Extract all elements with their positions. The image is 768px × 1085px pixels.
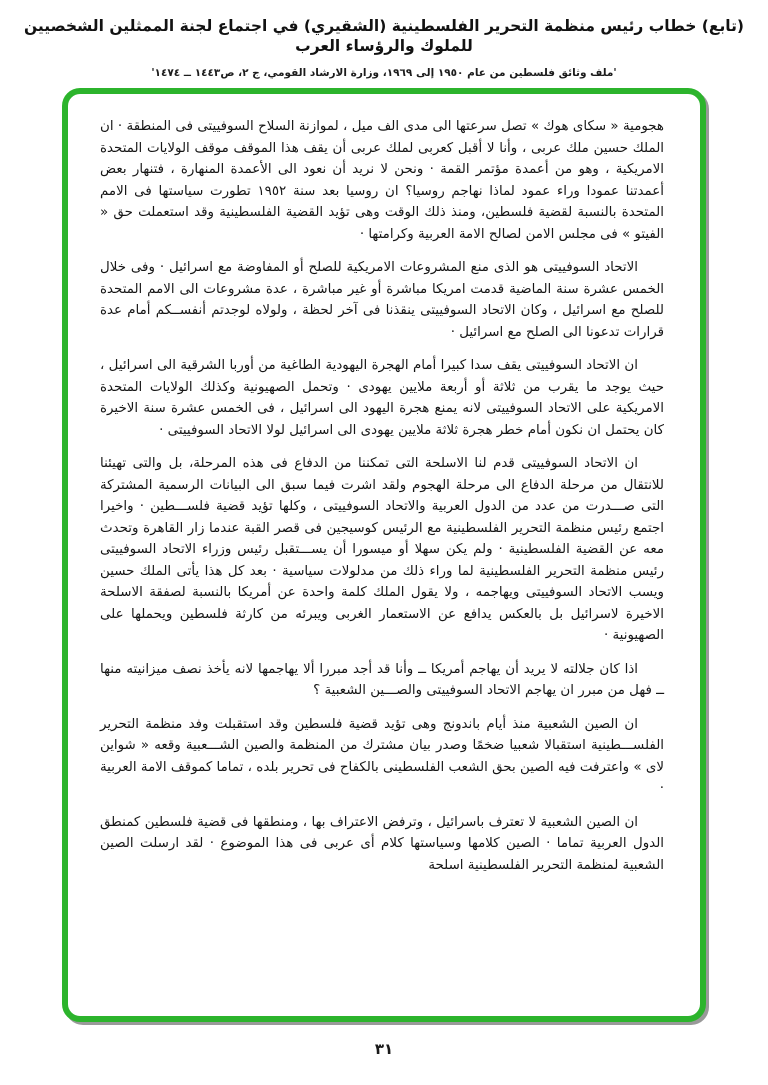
- green-border-frame: [62, 88, 706, 1022]
- paragraphs: [100, 116, 664, 876]
- page-number: ٣١: [374, 1040, 394, 1058]
- document-source-citation: 'ملف وثائق فلسطين من عام ١٩٥٠ إلى ١٩٦٩، وزارة الارشاد القومي، ج ٢، ص١٤٤٣ ــ ١٤٧٤': [151, 67, 617, 80]
- paragraph: الاتحاد السوفييتى هو الذى منع المشروعات الامريكية للصلح أو المفاوضة مع اسرائيل · وفى خلال الخمس عشرة سنة الماضية قدمت امريكا مباشرة أو غير مباشرة ، عدة مشروعات الى الامم المتحدة للصلح مع اسرائيل ، وكان الاتحاد السوفييتى ينقذنا فى آخر لحظة ، ولولاه لوجدتم أنفســكم أمام عدة قرارات تدعونا الى الصلح مع اسرائيل ·: [100, 260, 664, 340]
- paragraph: ان الاتحاد السوفييتى قدم لنا الاسلحة التى تمكننا من الدفاع فى هذه المرحلة، بل والتى تهيئنا للانتقال من مرحلة الدفاع الى مرحلة الهجوم ولقد اشرت فيما سبق الى البيانات الرسمية المشتركة التى صـــدرت من عدد من الدول العربية والاتحاد السوفييتى ، وكلها تؤيد قضية فلســـطين · واخيرا اجتمع رئيس منظمة التحرير الفلسطينية مع الرئيس كوسيجين فى قصر القبة عندما زار القاهرة وتحدث معه عن القضية الفلسطينية · ولم يكن سهلا أو ميسورا أن يســـتقبل رئيس وزراء الاتحاد السوفييتى رئيس منظمة التحرير الفلسطينية لما وراء ذلك من مدلولات سياسية · بعد كل هذا يأتى الملك حسين ويسب الاتحاد السوفييتى ويهاجمه ، ولا يقول الملك كلمة واحدة عن أمريكا بالنسبة لصفقة الاسلحة الاخيرة لاسرائيل بل بالعكس يدافع عن الاستعمار الغربى ويبرئه من كارثة فلسطين ويحملها على الصهيونية ·: [100, 456, 664, 643]
- paragraph: ان الاتحاد السوفييتى يقف سدا كبيرا أمام الهجرة اليهودية الطاغية من أوربا الشرقية الى اسرائيل ، حيث يوجد ما يقرب من ثلاثة أو أربعة ملايين يهودى · وتحمل الصهيونية وكذلك الولايات المتحدة الامريكية على الاتحاد السوفييتى لانه يمنع هجرة اليهود الى اسرائيل ، فى الخمس عشرة سنة الاخيرة كان يحتمل ان نكون أمام خطر هجرة ثلاثة ملايين يهودى الى اسرائيل لولا الاتحاد السوفييتى ·: [100, 358, 664, 438]
- paragraph: اذا كان جلالته لا يريد أن يهاجم أمريكا ــ وأنا قد أجد مبررا ألا يهاجمها لانه يأخذ نصف ميزانيته منها ــ فهل من مبرر ان يهاجم الاتحاد السوفييتى والصـــين الشعبية ؟: [100, 661, 664, 698]
- page-header: [10, 16, 758, 79]
- paragraph: ان الصين الشعبية لا تعترف باسرائيل ، وترفض الاعتراف بها ، ومنطقها فى قضية فلسطين كمنطق الدول العربية تماما · الصين كلامها وسياستها كلام أى عربى فى هذا الموضوع · لقد ارسلت الصين الشعبية لمنظمة التحرير الفلسطينية اسلحة: [100, 814, 664, 873]
- paragraph: ان الصين الشعبية منذ أيام باندونج وهى تؤيد قضية فلسطين وقد استقبلت وفد منظمة التحرير الفلســـطينية استقبالا شعبيا ضخمًا وصدر بيان مشترك من المنظمة والصين الشـــعبية وقعه « شواين لاى » واعترفت فيه الصين بحق الشعب الفلسطينى بالكفاح فى تحرير بلده ، تماما كموقف الامة العربية ·: [100, 716, 664, 796]
- document-title: (تابع) خطاب رئيس منظمة التحرير الفلسطينية (الشقيري) في اجتماع لجنة الممثلين الشخصيين للملوك والرؤساء العرب: [23, 17, 744, 56]
- paragraph: هجومية « سكاى هوك » تصل سرعتها الى مدى الف ميل ، لموازنة السلاح السوفييتى فى المنطقة · ان الملك حسين ملك عربى ، وأنا لا أقبل كعربى لملك عربى أن يقف هذا الموقف موقف الولايات المتحدة الامريكية ، وهو من أعمدة مؤتمر القمة · ونحن لا نريد أن نعود الى الأعمدة المنهارة ، فتنهار بعض أعمدتنا عمودا وراء عمود لماذا نهاجم روسيا؟ ان روسيا بعد سنة ١٩٥٢ تطورت سياستها فى الامم المتحدة بالنسبة لقضية فلسطين، ومنذ ذلك الوقت وهى تؤيد القضية الفلسطينية وقد استعملت حق « الفيتو » فى مجلس الامن لصالح الامة العربية وكرامتها ·: [100, 119, 664, 242]
